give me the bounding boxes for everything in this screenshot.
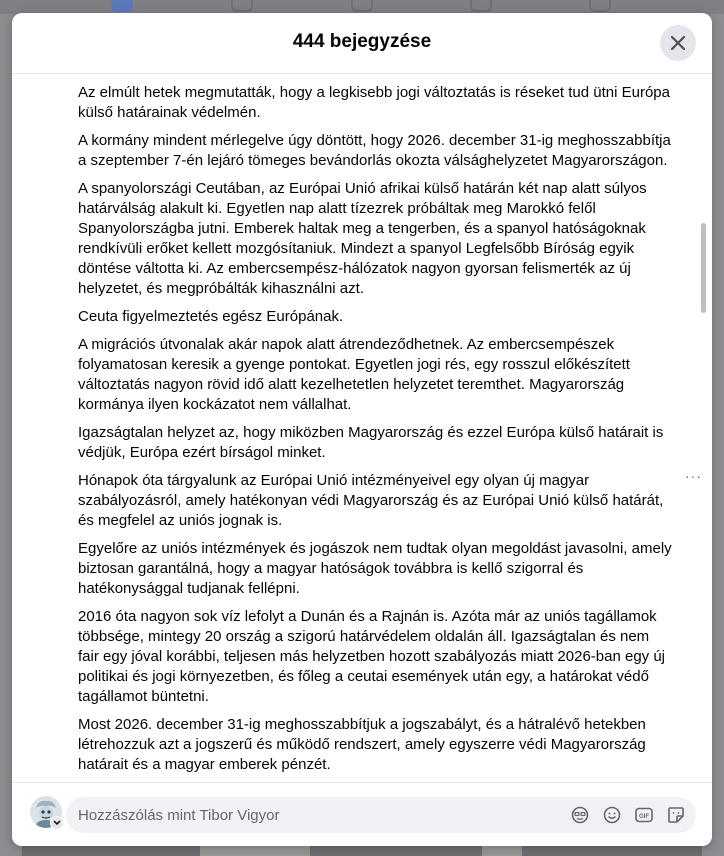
post-paragraph: Ceuta figyelmeztetés egész Európának.	[78, 308, 344, 325]
groups-icon	[589, 0, 611, 12]
gif-icon	[634, 805, 654, 825]
marketplace-icon	[470, 0, 492, 12]
dialog-title: 444 bejegyzése	[292, 31, 432, 52]
post-dialog	[12, 13, 712, 846]
emoji-button[interactable]	[602, 805, 622, 825]
avatar-sticker-button[interactable]	[570, 805, 590, 825]
post-paragraph: A spanyolországi Ceutában, az Európai Unió afrikai külső határán két nap alatt súlyos határválság alakult ki. Egyetlen nap alatt tízezrek próbáltak meg Marokkó felől Spanyolországba jutni. Emberek haltak meg a tengerben, és a spanyol hatóságoknak rendkívüli erőket kellett mozgósítaniuk. Mindezt a spanyol Legfelsőbb Bíróság egyik döntése váltotta ki. Az embercsempész-hálózatok nagyon gyorsan felismerték az új helyzetet, és megpróbálták kihasználni azt.	[78, 180, 647, 297]
post-text	[78, 83, 674, 782]
comment-composer	[12, 782, 712, 846]
more-options-icon[interactable]: ···	[685, 468, 702, 484]
comment-box	[66, 797, 696, 833]
video-icon	[231, 0, 253, 12]
friends-icon	[351, 0, 373, 12]
post-paragraph: 2016 óta nagyon sok víz lefolyt a Dunán és a Rajnán is. Azóta már az uniós tagállamok többsége, mintegy 20 ország a szigorú határvédelem oldalán áll. Igazságtalan és nem fair egy jóval korábbi, teljesen más helyzetben hozott szabályozás miatt 2026-ban egy új politikai és jogi környezetben, és főleg a ceutai események után egy, a határokat védő tagállamot büntetni.	[78, 608, 665, 705]
background-page-content	[22, 846, 702, 856]
post-content[interactable]	[12, 75, 712, 782]
sticker-icon	[666, 805, 686, 825]
avatar-switch-button[interactable]	[50, 816, 64, 830]
scrollbar-thumb[interactable]	[701, 223, 706, 313]
emoji-icon	[602, 805, 622, 825]
post-paragraph: Igazságtalan helyzet az, hogy miközben Magyarország és ezzel Európa külső határait is védjük, Európa ezért bírságol minket.	[78, 424, 664, 461]
close-button[interactable]	[660, 25, 696, 61]
chevron-down-icon	[53, 820, 61, 826]
dialog-header	[12, 13, 712, 74]
post-paragraph: A migrációs útvonalak akár napok alatt átrendeződhetnek. Az embercsempészek folyamatosan keresik a gyenge pontokat. Egyetlen jogi rés, egy rosszul előkészített változtatás nagyon rövid idő alatt kezelhetetlen helyzetet teremthet. Magyarország kormánya ilyen kockázatot nem vállalhat.	[78, 336, 630, 413]
comment-input[interactable]	[66, 797, 566, 833]
post-paragraph: A kormány mindent mérlegelve úgy döntött, hogy 2026. december 31-ig meghosszabbítja a szeptember 7-én lejáró tömeges bevándorlás okozta válsághelyzetet Magyarországon.	[78, 132, 671, 169]
background-nav-bar	[0, 0, 724, 14]
avatar-sticker-icon	[570, 805, 590, 825]
post-paragraph: Most 2026. december 31-ig meghosszabbítjuk a jogszabályt, és a hátralévő hetekben létrehozzuk azt a jogszerű és működő rendszert, amely egyszerre védi Magyarország határait és a magyar emberek pénzét.	[78, 716, 646, 773]
close-icon	[669, 34, 687, 52]
sticker-button[interactable]	[666, 805, 686, 825]
gif-button[interactable]	[634, 805, 654, 825]
post-paragraph: Az elmúlt hetek megmutatták, hogy a legkisebb jogi változtatás is réseket tud ütni Európa külső határainak védelmén.	[78, 84, 670, 121]
gif-icon-label: GIF	[639, 813, 649, 820]
post-paragraph: Hónapok óta tárgyalunk az Európai Unió intézményeivel egy olyan új magyar szabályozásról, amely hatékonyan védi Magyarország és az Európai Unió külső határát, és megfelel az uniós jognak is.	[78, 472, 664, 529]
post-paragraph: Egyelőre az uniós intézmények és jogászok nem tudtak olyan megoldást javasolni, amely biztosan garantálná, hogy a magyar hatóságok továbbra is kellő szigorral és hatékonysággal tudjanak fellépni.	[78, 540, 672, 597]
home-icon	[111, 0, 133, 12]
